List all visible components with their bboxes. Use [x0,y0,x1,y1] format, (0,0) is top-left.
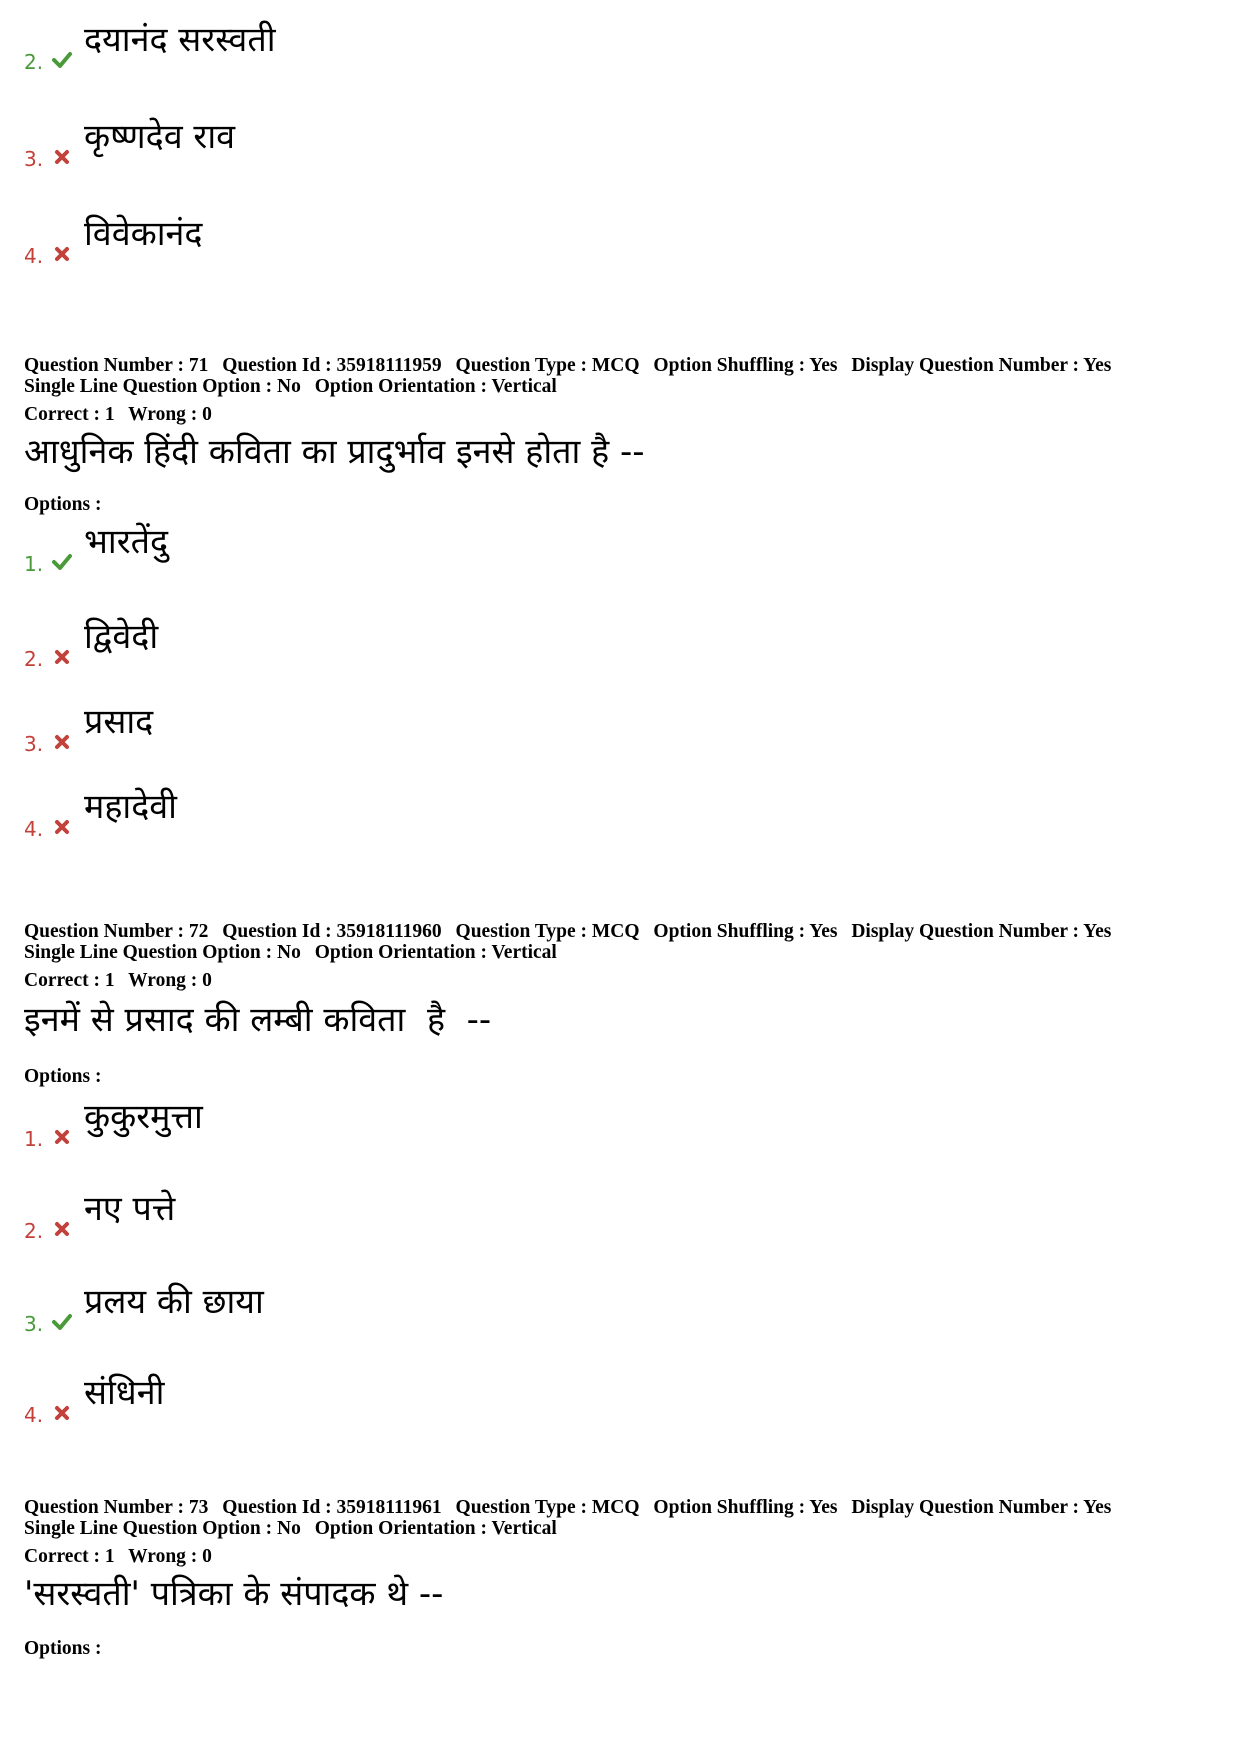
question-meta-line1 [24,921,1111,942]
option-orientation: Option Orientation : Vertical [314,942,557,963]
question-meta-line2 [24,376,557,397]
option-number: 1. [24,1127,44,1151]
cross-mark-icon [52,817,72,837]
options-label: Options : [24,1066,102,1087]
cross-mark-icon [52,647,72,667]
cross-mark-icon [52,732,72,752]
option-row [24,1280,724,1340]
option-text: प्रसाद [84,702,154,742]
question-number: Question Number : 72 [24,921,209,942]
cross-mark-icon [52,147,72,167]
question-number: Question Number : 71 [24,355,209,376]
question-text: 'सरस्वती' पत्रिका के संपादक थे -- [24,1574,444,1614]
check-mark-icon [52,50,72,70]
correct-marks: Correct : 1 [24,970,115,991]
question-meta-line2 [24,1518,557,1539]
option-text: विवेकानंद [84,214,203,254]
options-label: Options : [24,494,102,515]
option-row [24,785,724,845]
option-row [24,18,724,78]
question-type: Question Type : MCQ [455,1497,640,1518]
option-number: 4. [24,1403,44,1427]
correct-marks: Correct : 1 [24,404,115,425]
option-number: 3. [24,1312,44,1336]
option-orientation: Option Orientation : Vertical [314,376,557,397]
question-id: Question Id : 35918111959 [222,355,442,376]
question-id: Question Id : 35918111961 [222,1497,442,1518]
question-type: Question Type : MCQ [455,921,640,942]
question-number: Question Number : 73 [24,1497,209,1518]
display-question-number: Display Question Number : Yes [851,1497,1112,1518]
option-number: 4. [24,244,44,268]
wrong-marks: Wrong : 0 [128,404,212,425]
correct-marks: Correct : 1 [24,1546,115,1567]
option-number: 2. [24,50,44,74]
option-text: दयानंद सरस्वती [84,20,276,60]
option-orientation: Option Orientation : Vertical [314,1518,557,1539]
option-number: 3. [24,147,44,171]
option-row [24,1187,724,1247]
option-number: 3. [24,732,44,756]
option-row [24,520,724,580]
wrong-marks: Wrong : 0 [128,1546,212,1567]
question-meta-line2 [24,942,557,963]
cross-mark-icon [52,1219,72,1239]
display-question-number: Display Question Number : Yes [851,921,1112,942]
question-meta-line1 [24,1497,1111,1518]
cross-mark-icon [52,244,72,264]
option-row [24,115,724,175]
wrong-marks: Wrong : 0 [128,970,212,991]
question-text: इनमें से प्रसाद की लम्बी कविता है -- [24,1000,492,1040]
display-question-number: Display Question Number : Yes [851,355,1112,376]
question-marks [24,1546,212,1567]
question-marks [24,404,212,425]
option-row [24,700,724,760]
option-row [24,1095,724,1155]
single-line-option: Single Line Question Option : No [24,376,301,397]
option-number: 2. [24,647,44,671]
question-type: Question Type : MCQ [455,355,640,376]
check-mark-icon [52,552,72,572]
check-mark-icon [52,1312,72,1332]
option-row [24,1371,724,1431]
option-text: प्रलय की छाया [84,1282,264,1322]
question-marks [24,970,212,991]
option-shuffling: Option Shuffling : Yes [653,921,838,942]
single-line-option: Single Line Question Option : No [24,1518,301,1539]
option-text: नए पत्ते [84,1189,176,1229]
options-label: Options : [24,1638,102,1659]
option-shuffling: Option Shuffling : Yes [653,1497,838,1518]
option-text: संधिनी [84,1373,165,1413]
option-text: कुकुरमुत्ता [84,1097,203,1137]
question-text: आधुनिक हिंदी कविता का प्रादुर्भाव इनसे होता है -- [24,432,645,472]
option-row [24,615,724,675]
question-id: Question Id : 35918111960 [222,921,442,942]
option-row [24,212,724,272]
single-line-option: Single Line Question Option : No [24,942,301,963]
option-number: 1. [24,552,44,576]
cross-mark-icon [52,1127,72,1147]
option-text: भारतेंदु [84,522,169,562]
question-meta-line1 [24,355,1111,376]
option-text: महादेवी [84,787,177,827]
option-number: 4. [24,817,44,841]
option-text: द्विवेदी [84,617,159,657]
option-number: 2. [24,1219,44,1243]
cross-mark-icon [52,1403,72,1423]
option-shuffling: Option Shuffling : Yes [653,355,838,376]
option-text: कृष्णदेव राव [84,117,236,157]
